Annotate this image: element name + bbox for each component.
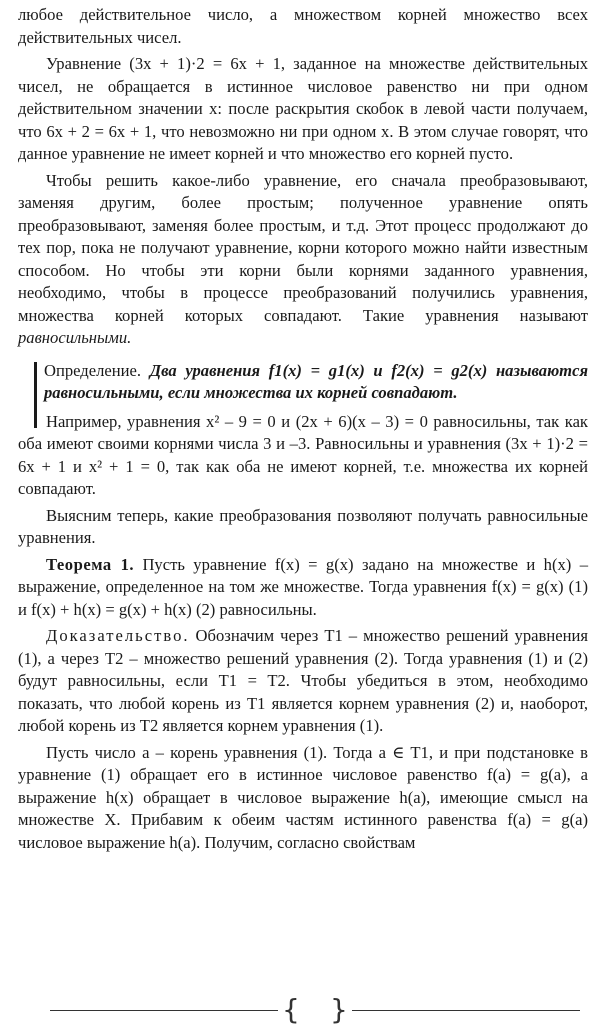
proof-label: Доказательство.: [46, 626, 190, 645]
definition-label: Определение.: [44, 360, 150, 380]
footer-rule-right: [352, 1010, 580, 1011]
paragraph-4: Например, уравнения x² – 9 = 0 и (2x + 6)(x – 3) = 0 равносильны, так как оба имеют своими корнями числа 3 и –3. Равносильны и уравнения (3x + 1)·2 = 6x + 1 и x² + 1 = 0, так как оба не имеют корней, т.е. множества их корней совпадают.: [18, 411, 588, 498]
term-equivalent: равносильными.: [18, 328, 132, 347]
theorem: [18, 554, 588, 622]
theorem-text: Пусть уравнение f(x) = g(x) задано на множестве и h(x) – выражение, определенное на том же множестве. Тогда уравнения f(x) = g(x) (1) и f(x) + h(x) = g(x) + h(x) (2) равносильны.: [18, 554, 588, 619]
proof-text: Обозначим через T1 – множество решений уравнения (1), а через T2 – множество решений уравнения (2). Тогда уравнения (1) и (2) будут равносильны, если T1 = T2. Чтобы убедиться в этом, необходимо показать, что любой корень из T1 является корнем уравнения (2) и, наоборот, любой корень из T2 является корнем уравнения (1).: [18, 626, 588, 735]
paragraph-6: Пусть число a – корень уравнения (1). Тогда a ∈ T1, и при подстановке в уравнение (1) обращает его в истинное числовое равенство f(a) = g(a), а выражение h(x) обращает в числовое выражение h(a), имеющие смысл на множестве X. Прибавим к обеим частям истинного равенства f(a) = g(a) числовое выражение h(a). Получим, согласно свойствам: [18, 742, 588, 852]
footer-rule-left: [50, 1010, 278, 1011]
paragraph-1: любое действительное число, а множеством корней множество всех действительных чисел.: [18, 5, 588, 47]
definition-block: [18, 360, 588, 405]
definition-text: Два уравнения f1(x) = g1(x) и f2(x) = g2(x) называются равносильными, если множества их корней совпадают.: [44, 360, 588, 402]
footer-left-bracket: {: [282, 993, 300, 1026]
theorem-label: Теорема 1.: [46, 554, 135, 574]
paragraph-5: Выясним теперь, какие преобразования позволяют получать равносильные уравнения.: [18, 505, 588, 547]
page-text: [18, 4, 588, 854]
paragraph-3-text: Чтобы решить какое-либо уравнение, его сначала преобразовывают, заменяя другим, более простым; полученное уравнение опять преобразовывают, заменяя более простым, и т.д. Этот процесс продолжают до тех пор, пока не получают уравнение, корни которого можно найти известным способом. Но чтобы эти корни были корнями заданного уравнения, необходимо, чтобы в процессе преобразований получились уравнения, множества корней которых совпадают. Такие уравнения называют: [18, 170, 588, 325]
paragraph-3: [18, 170, 588, 350]
definition-bar: [34, 362, 37, 428]
proof: [18, 625, 588, 738]
paragraph-2: Уравнение (3x + 1)·2 = 6x + 1, заданное на множестве действительных чисел, не обращается в истинное числовое равенство ни при одном действительном значении x: после раскрытия скобок в левой части получаем, что 6x + 2 = 6x + 1, что невозможно ни при одном x. В этом случае говорят, что данное уравнение не имеет корней и что множество его корней пусто.: [18, 54, 588, 163]
footer-right-bracket: }: [330, 993, 348, 1026]
